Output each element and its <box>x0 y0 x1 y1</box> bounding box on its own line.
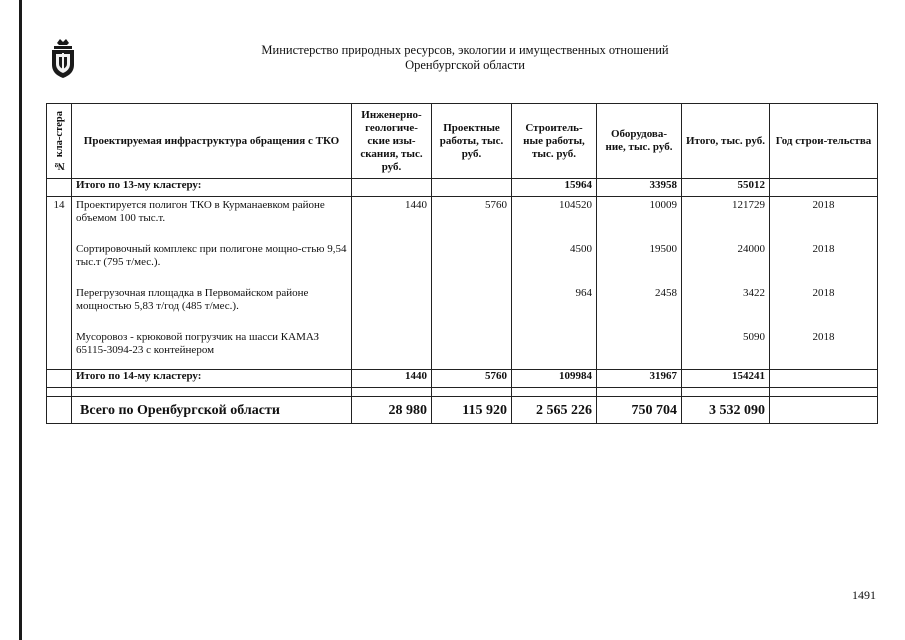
col-header-total: Итого, тыс. руб. <box>682 104 770 179</box>
item-year: 2018 <box>812 243 835 255</box>
table-row-grand-total <box>47 397 878 424</box>
total-13-construction: 15964 <box>512 179 597 197</box>
total-13-total: 55012 <box>682 179 770 197</box>
col-header-cluster-number: № кла-стера <box>47 104 72 179</box>
cluster-14-number: 14 <box>47 197 72 370</box>
item-design <box>436 331 507 369</box>
item-equipment: 2458 <box>655 287 677 299</box>
item-survey <box>356 331 427 369</box>
item-construction: 4500 <box>570 243 592 255</box>
grand-total-total: 3 532 090 <box>682 397 770 424</box>
col-header-construction: Строитель-ные работы, тыс. руб. <box>512 104 597 179</box>
table-spacer-row <box>47 388 878 397</box>
item-name: Мусоровоз - крюковой погрузчик на шасси КАМАЗ 65115-3094-23 с контейнером <box>76 331 320 356</box>
total-13-equipment: 33958 <box>597 179 682 197</box>
item-total: 121729 <box>732 199 765 211</box>
item-total: 3422 <box>743 287 765 299</box>
item-year: 2018 <box>812 287 835 299</box>
total-13-label: Итого по 13-му кластеру: <box>72 179 352 197</box>
cluster-14-items <box>72 197 352 370</box>
region-name: Оренбургской области <box>405 58 525 72</box>
item-construction: 104520 <box>559 199 592 211</box>
item-equipment: 19500 <box>649 243 677 255</box>
item-total: 5090 <box>743 331 765 343</box>
binding-line <box>19 0 22 640</box>
total-14-equipment: 31967 <box>597 370 682 388</box>
total-14-design: 5760 <box>432 370 512 388</box>
col-header-name: Проектируемая инфраструктура обращения с ТКО <box>72 104 352 179</box>
item-name: Проектируется полигон ТКО в Курманаевком районе объемом 100 тыс.т. <box>76 199 325 224</box>
col-header-equipment: Оборудова-ние, тыс. руб. <box>597 104 682 179</box>
item-survey <box>356 243 427 287</box>
item-construction: 964 <box>575 287 592 299</box>
table-header-row <box>47 104 878 179</box>
col-header-survey: Инженерно-геологиче-ские изы-скания, тыс. руб. <box>352 104 432 179</box>
grand-total-design: 115 920 <box>432 397 512 424</box>
item-design: 5760 <box>485 199 507 211</box>
total-14-construction: 109984 <box>512 370 597 388</box>
item-design <box>436 287 507 331</box>
item-name: Сортировочный комплекс при полигоне мощно-стью 9,54 тыс.т (795 т/мес.). <box>76 243 347 268</box>
item-equipment <box>601 331 677 369</box>
item-equipment: 10009 <box>649 199 677 211</box>
item-construction <box>516 331 592 369</box>
item-year: 2018 <box>812 199 835 211</box>
total-14-label: Итого по 14-му кластеру: <box>72 370 352 388</box>
item-design <box>436 243 507 287</box>
item-name: Перегрузочная площадка в Первомайском районе мощностью 5,83 т/год (485 т/мес.). <box>76 287 309 312</box>
infrastructure-table <box>46 103 878 424</box>
col-header-year: Год строи-тельства <box>770 104 878 179</box>
coat-of-arms-icon <box>50 37 76 79</box>
grand-total-survey: 28 980 <box>352 397 432 424</box>
item-survey: 1440 <box>405 199 427 211</box>
page-number: 1491 <box>852 588 876 602</box>
table-row-cluster-14 <box>47 197 878 370</box>
col-header-design: Проектные работы, тыс. руб. <box>432 104 512 179</box>
item-year: 2018 <box>812 331 835 343</box>
item-survey <box>356 287 427 331</box>
ministry-header <box>200 43 730 73</box>
item-total: 24000 <box>737 243 765 255</box>
total-14-survey: 1440 <box>352 370 432 388</box>
total-14-total: 154241 <box>682 370 770 388</box>
ministry-name: Министерство природных ресурсов, экологии и имущественных отношений <box>261 43 669 57</box>
grand-total-label: Всего по Оренбургской области <box>72 397 352 424</box>
table-row-total-13 <box>47 179 878 197</box>
table-row-total-14 <box>47 370 878 388</box>
grand-total-construction: 2 565 226 <box>512 397 597 424</box>
grand-total-equipment: 750 704 <box>597 397 682 424</box>
